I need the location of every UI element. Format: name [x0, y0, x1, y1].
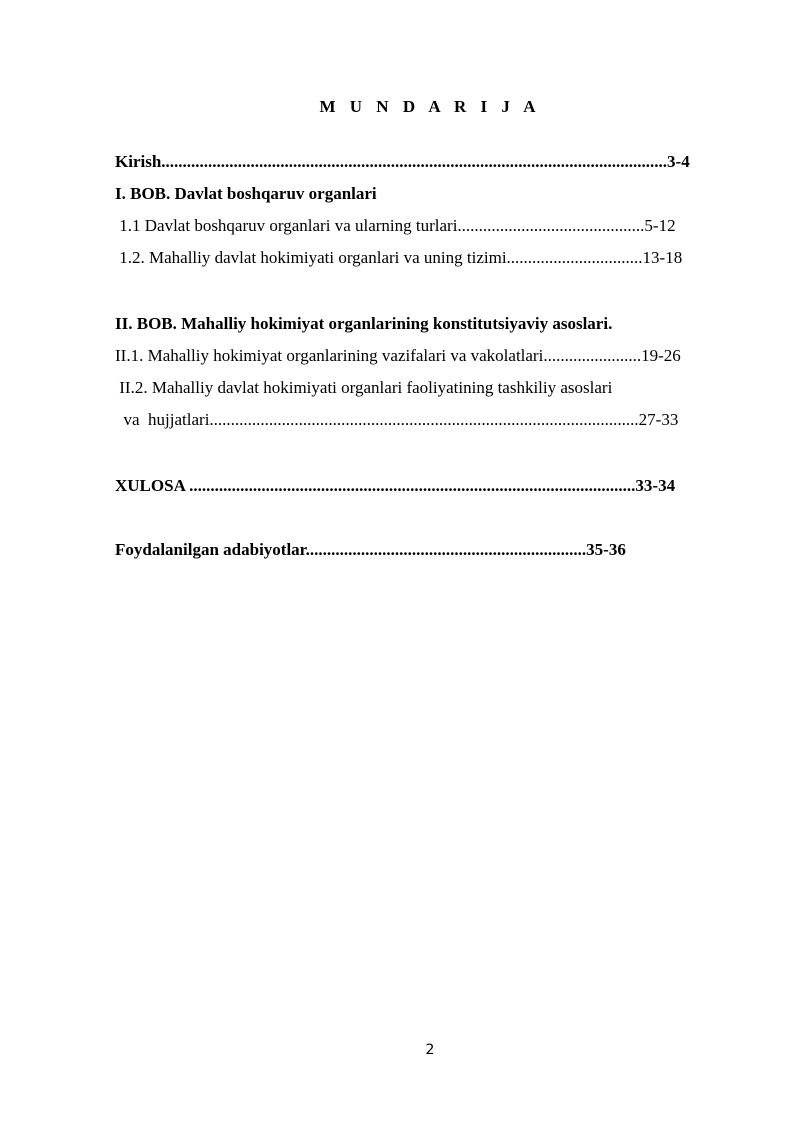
page-number: 2 [425, 1042, 435, 1058]
toc-title: M U N D A R I J A [319, 97, 541, 116]
toc-entry-1-2: 1.2. Mahalliy davlat hokimiyati organlari va uning tizimi................................13-18 [115, 248, 683, 267]
toc-entry-2-1: II.1. Mahalliy hokimiyat organlarining vazifalari va vakolatlari.......................19-26 [115, 346, 681, 365]
toc-chapter-2-heading: II. BOB. Mahalliy hokimiyat organlarining konstitutsiyaviy asoslari. [115, 314, 613, 333]
toc-entry-kirish: Kirish.......................................................................................................................3-4 [115, 152, 690, 171]
toc-entry-2-2: II.2. Mahalliy davlat hokimiyati organlari faoliyatining tashkiliy asoslari [115, 378, 613, 397]
toc-chapter-1-heading: I. BOB. Davlat boshqaruv organlari [115, 184, 377, 203]
toc-entry-2-2-cont: va hujjatlari.....................................................................................................27-33 [115, 410, 679, 429]
toc-entry-1-1: 1.1 Davlat boshqaruv organlari va ularning turlari............................................5-12 [115, 216, 676, 235]
toc-entry-xulosa: XULOSA .........................................................................................................33-34 [115, 476, 676, 495]
toc-entry-adabiyotlar: Foydalanilgan adabiyotlar..................................................................35-36 [115, 540, 626, 559]
